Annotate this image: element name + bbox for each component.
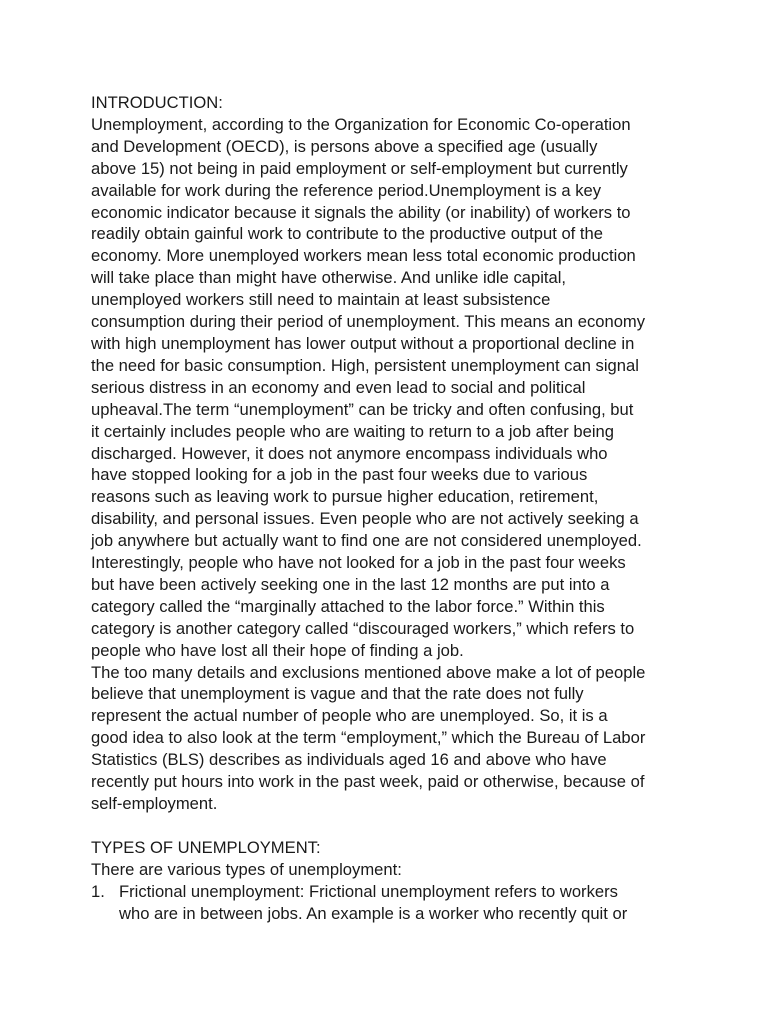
- text-line: will take place than might have otherwise. And unlike idle capital,: [91, 268, 567, 288]
- text-line: represent the actual number of people who are unemployed. So, it is a: [91, 706, 608, 726]
- text-line: and Development (OECD), is persons above a specified age (usually: [91, 136, 598, 156]
- document-page: [91, 92, 691, 925]
- types-list: [91, 881, 691, 925]
- text-line: Interestingly, people who have not looked for a job in the past four weeks: [91, 553, 626, 573]
- text-line: available for work during the reference period.Unemployment is a key: [91, 180, 602, 200]
- text-line: category is another category called “discouraged workers,” which refers to: [91, 618, 635, 638]
- text-line: it certainly includes people who are waiting to return to a job after being: [91, 421, 615, 441]
- text-line: discharged. However, it does not anymore encompass individuals who: [91, 443, 608, 463]
- text-line: have stopped looking for a job in the past four weeks due to various: [91, 465, 588, 485]
- text-line: believe that unemployment is vague and that the rate does not fully: [91, 684, 584, 704]
- types-heading: TYPES OF UNEMPLOYMENT:: [91, 837, 321, 857]
- text-line: reasons such as leaving work to pursue higher education, retirement,: [91, 487, 599, 507]
- text-line: economy. More unemployed workers mean less total economic production: [91, 246, 636, 266]
- text-line: consumption during their period of unemployment. This means an economy: [91, 312, 646, 332]
- text-line: good idea to also look at the term “employment,” which the Bureau of Labor: [91, 728, 646, 748]
- text-line: who are in between jobs. An example is a worker who recently quit or: [119, 903, 628, 923]
- text-line: but have been actively seeking one in the last 12 months are put into a: [91, 574, 610, 594]
- intro-heading: INTRODUCTION:: [91, 93, 223, 112]
- text-line: people who have lost all their hope of finding a job.: [91, 640, 464, 660]
- text-line: upheaval.The term “unemployment” can be tricky and often confusing, but: [91, 399, 634, 419]
- intro-paragraph: [91, 114, 691, 662]
- text-line: above 15) not being in paid employment or self-employment but currently: [91, 158, 628, 178]
- text-line: job anywhere but actually want to find one are not considered unemployed.: [91, 531, 642, 551]
- text-line: self-employment.: [91, 794, 218, 813]
- text-line: readily obtain gainful work to contribute to the productive output of the: [91, 224, 603, 244]
- list-item: [91, 881, 691, 925]
- text-line: with high unemployment has lower output without a proportional decline in: [91, 333, 635, 353]
- section-spacer: [91, 815, 691, 837]
- text-line: Unemployment, according to the Organization for Economic Co-operation: [91, 114, 631, 134]
- text-line: economic indicator because it signals the ability (or inability) of workers to: [91, 202, 631, 222]
- text-line: recently put hours into work in the past week, paid or otherwise, because of: [91, 772, 645, 792]
- list-number: 1.: [91, 881, 105, 901]
- text-line: Frictional unemployment: Frictional unemployment refers to workers: [119, 881, 618, 901]
- text-line: serious distress in an economy and even lead to social and political: [91, 377, 586, 397]
- text-line: Statistics (BLS) describes as individuals aged 16 and above who have: [91, 750, 607, 770]
- types-intro: There are various types of unemployment:: [91, 859, 402, 879]
- text-line: disability, and personal issues. Even people who are not actively seeking a: [91, 509, 639, 529]
- text-line: unemployed workers still need to maintain at least subsistence: [91, 290, 551, 310]
- text-line: the need for basic consumption. High, persistent unemployment can signal: [91, 355, 639, 375]
- second-paragraph: [91, 662, 691, 815]
- text-line: category called the “marginally attached to the labor force.” Within this: [91, 596, 605, 616]
- text-line: The too many details and exclusions mentioned above make a lot of people: [91, 662, 646, 682]
